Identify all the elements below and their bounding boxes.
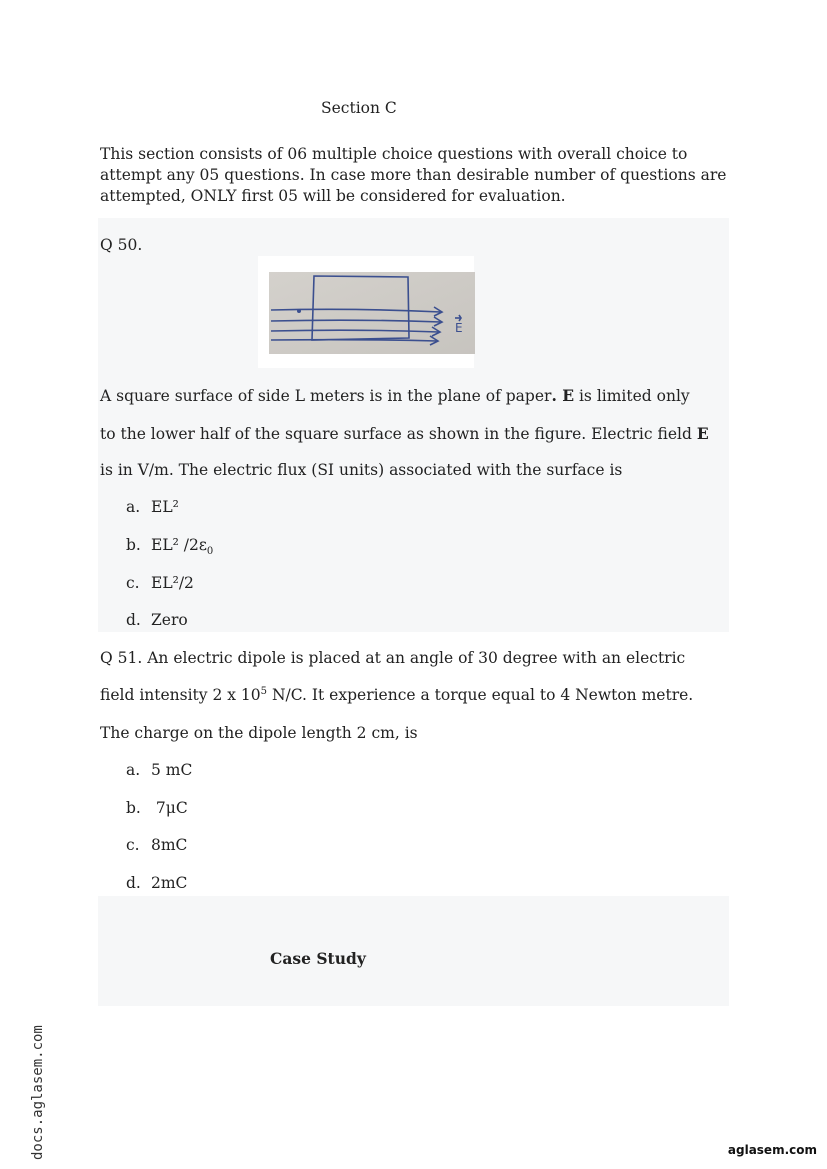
q50-line-3: is in V/m. The electric flux (SI units) associated with the surface is [100, 461, 623, 479]
section-instructions: This section consists of 06 multiple choice questions with overall choice to attempt any 05 questions. In case more than desirable number of questions are attempted, ONLY first 05 will be considered for evaluation. [100, 145, 727, 205]
q50-option-d[interactable]: d. Zero [126, 611, 188, 629]
q50-option-c[interactable]: c. EL²/2 [126, 574, 194, 592]
q50-label: Q 50. [100, 236, 143, 254]
q50-figure [269, 272, 475, 354]
q50-header-shade [98, 218, 729, 256]
q50-line-1: A square surface of side L meters is in the plane of paper. E is limited only [100, 386, 690, 405]
q51-option-b[interactable]: b. 7μC [126, 799, 188, 817]
q50-figure-shade [98, 256, 258, 368]
q50-line-2: to the lower half of the square surface as shown in the figure. Electric field E [100, 424, 709, 443]
q51-option-c[interactable]: c. 8mC [126, 836, 188, 854]
section-title: Section C [321, 99, 397, 117]
q51-line-1: Q 51. An electric dipole is placed at an angle of 30 degree with an electric [100, 649, 686, 667]
q50-option-b[interactable]: b. EL² $/2\varepsilon_0$ [126, 536, 214, 558]
q51-option-d[interactable]: d. 2mC [126, 874, 188, 892]
q50-body-shade [98, 368, 729, 632]
case-study-shade [98, 896, 729, 1006]
brand-watermark[interactable]: aglasem.com [727, 1143, 817, 1157]
side-watermark-url[interactable]: docs.aglasem.com [30, 1025, 46, 1160]
q51-option-a[interactable]: a. 5 mC [126, 761, 193, 779]
case-study-heading: Case Study [270, 949, 366, 968]
q51-line-2: field intensity 2 x $10^5$ N/C. It experience a torque equal to 4 Newton metre. [100, 685, 694, 704]
figure-field-label: E [455, 321, 463, 335]
q51-line-3: The charge on the dipole length 2 cm, is [100, 724, 418, 742]
q50-figure-shade-right [474, 256, 729, 368]
q50-option-a[interactable]: a. EL² [126, 498, 179, 516]
